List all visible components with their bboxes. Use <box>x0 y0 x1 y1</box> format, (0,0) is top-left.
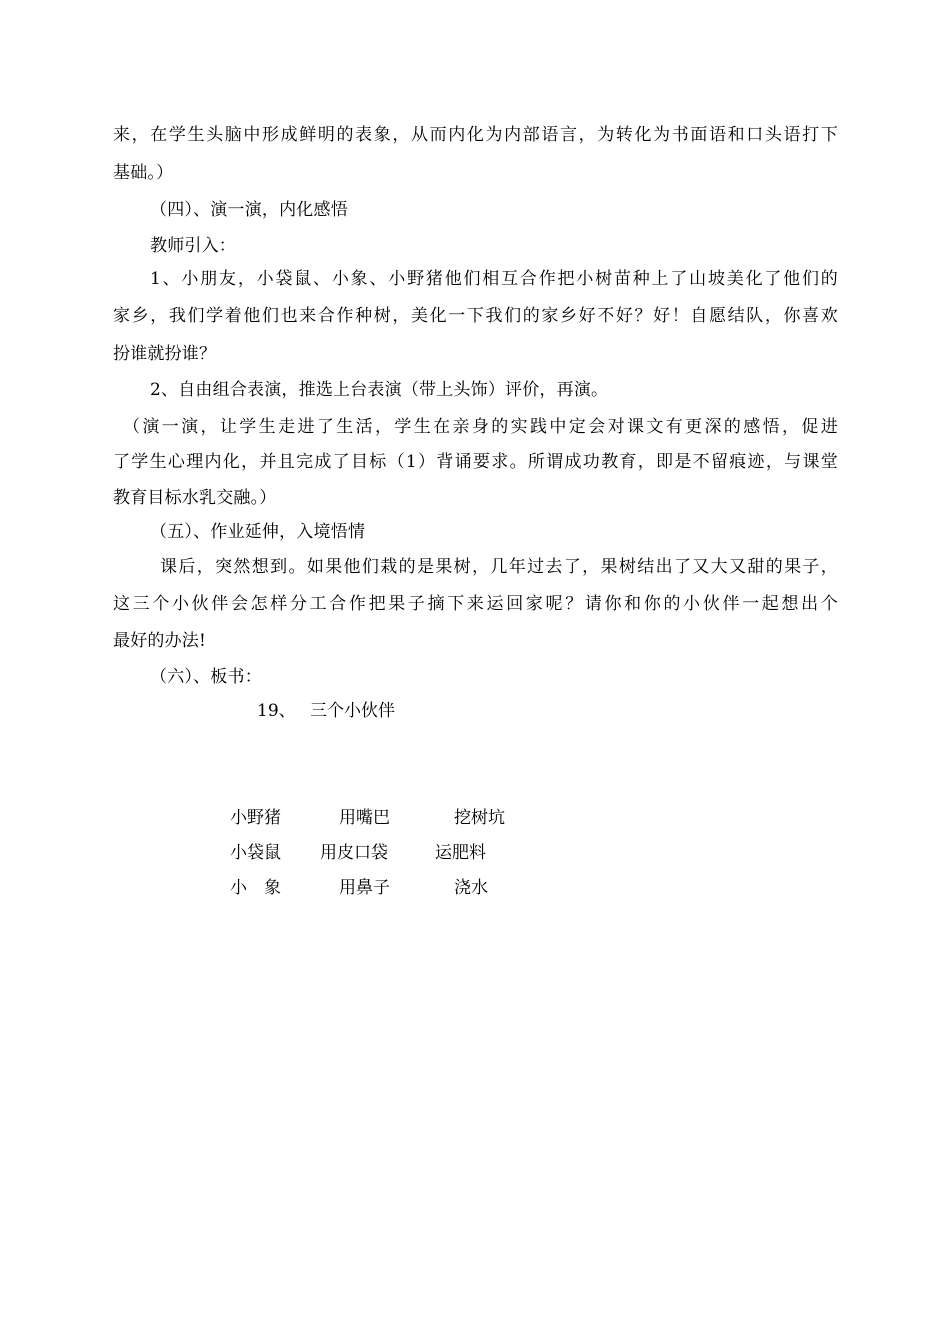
section-heading-6: （六）、板书： <box>150 667 262 687</box>
board-number: 19、 <box>257 701 296 721</box>
paragraph-line-10: 了学生心理内化，并且完成了目标（1）背诵要求。所谓成功教育，即是不留痕迹，与课堂 <box>113 452 838 472</box>
paragraph-line-13: 课后，突然想到。如果他们栽的是果树，几年过去了，果树结出了又大又甜的果子， <box>160 557 838 577</box>
section-heading-4: （四）、演一演，内化感悟 <box>150 200 348 220</box>
paragraph-line-2: 基础。） <box>113 163 174 183</box>
paragraph-teacher-intro: 教师引入： <box>150 236 236 256</box>
board-cell-animal-3: 小 象 <box>230 878 281 898</box>
board-cell-tool-2: 用皮口袋 <box>320 843 388 863</box>
board-cell-task-1: 挖树坑 <box>454 808 505 828</box>
paragraph-line-6: 家乡，我们学着他们也来合作种树，美化一下我们的家乡好不好？好！自愿结队，你喜欢 <box>113 306 838 326</box>
paragraph-line-9: （演一演，让学生走进了生活，学生在亲身的实践中定会对课文有更深的感悟，促进 <box>123 417 838 437</box>
section-heading-5: （五）、作业延伸，入境悟情 <box>150 522 366 542</box>
board-cell-tool-1: 用嘴巴 <box>339 808 390 828</box>
paragraph-line-7: 扮谁就扮谁？ <box>113 344 217 364</box>
paragraph-line-15: 最好的办法! <box>113 631 207 651</box>
board-cell-tool-3: 用鼻子 <box>339 878 390 898</box>
board-cell-task-3: 浇水 <box>454 878 488 898</box>
paragraph-line-8: 2、自由组合表演，推选上台表演（带上头饰）评价，再演。 <box>150 380 609 400</box>
board-cell-task-2: 运肥料 <box>435 843 486 863</box>
paragraph-line-11: 教育目标水乳交融。） <box>113 488 277 508</box>
paragraph-line-1: 来，在学生头脑中形成鲜明的表象，从而内化为内部语言，为转化为书面语和口头语打下 <box>113 125 838 145</box>
board-title: 三个小伙伴 <box>310 701 395 721</box>
paragraph-line-5: 1、小朋友，小袋鼠、小象、小野猪他们相互合作把小树苗种上了山坡美化了他们的 <box>150 269 838 289</box>
board-cell-animal-1: 小野猪 <box>230 808 281 828</box>
paragraph-line-14: 这三个小伙伴会怎样分工合作把果子摘下来运回家呢？请你和你的小伙伴一起想出个 <box>113 594 838 614</box>
board-cell-animal-2: 小袋鼠 <box>230 843 281 863</box>
